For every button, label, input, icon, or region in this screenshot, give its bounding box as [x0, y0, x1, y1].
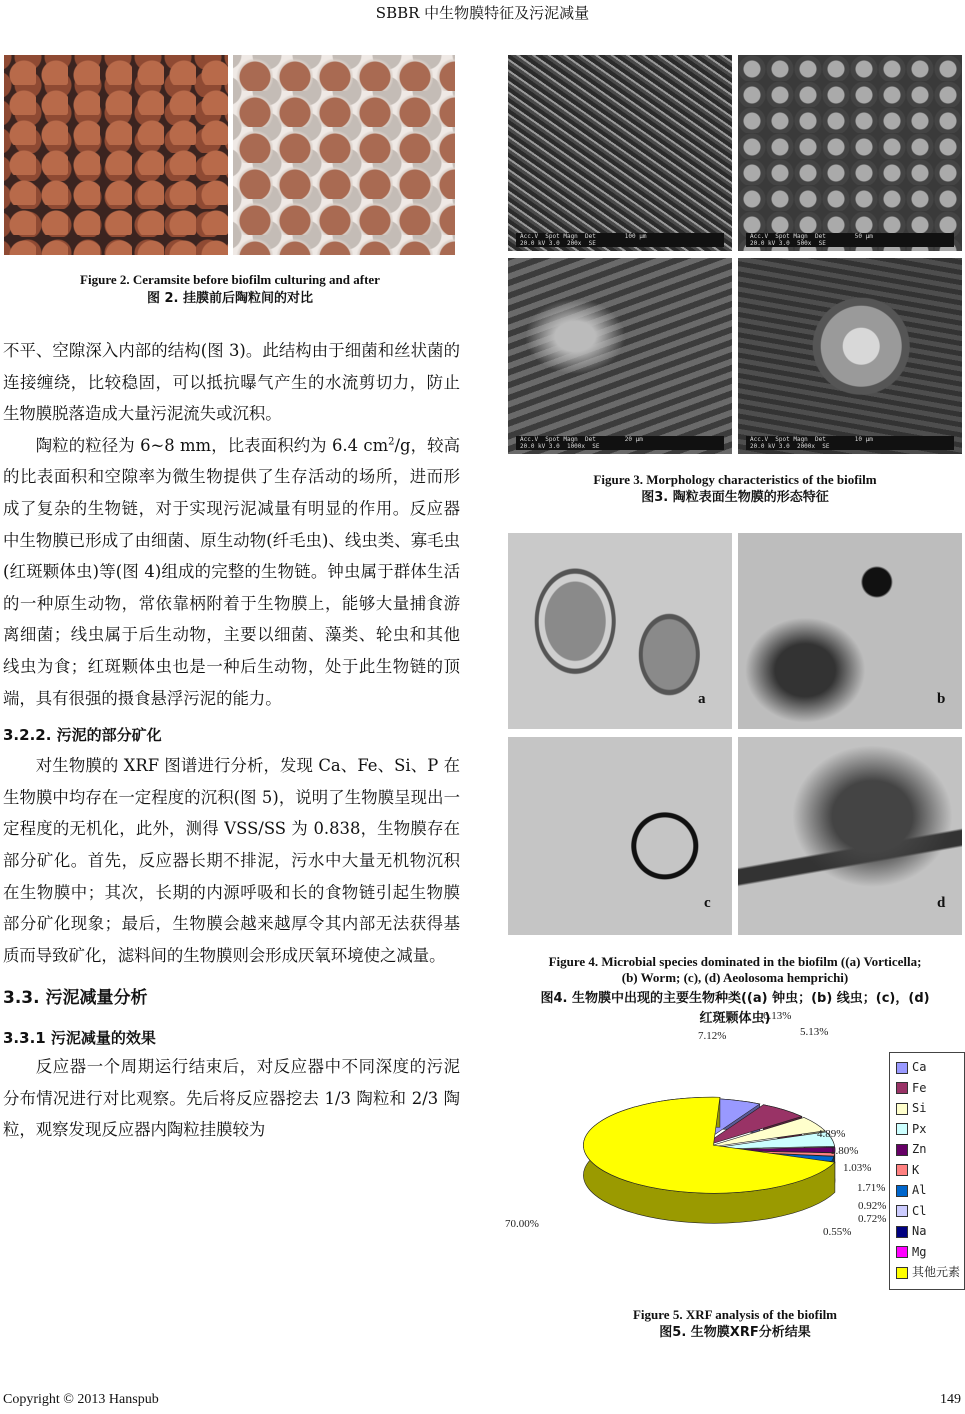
pie-label-Zn: 1.80%	[830, 1145, 859, 1157]
paragraph-4: 反应器一个周期运行结束后，对反应器中不同深度的污泥分布情况进行对比观察。先后将反应器挖去 1/3 陶粒和 2/3 陶粒，观察发现反应器内陶粒挂膜较为	[3, 1057, 460, 1140]
legend-item-Px	[896, 1121, 926, 1137]
legend-item-Al	[896, 1182, 926, 1198]
pie-label-K: 1.03%	[843, 1162, 872, 1174]
panel-letter-a: a	[698, 691, 706, 707]
sem-image-1000x	[508, 258, 732, 454]
legend-item-Mg	[896, 1244, 926, 1260]
legend-swatch	[896, 1226, 908, 1238]
panel-letter-c: c	[704, 895, 711, 911]
legend-swatch	[896, 1246, 908, 1258]
pie-label-Fe: 6.13%	[763, 1010, 792, 1022]
legend-swatch	[896, 1185, 908, 1197]
legend-swatch	[896, 1205, 908, 1217]
legend-label: Si	[912, 1101, 927, 1115]
paragraph-3: 对生物膜的 XRF 图谱进行分析，发现 Ca、Fe、Si、P 在生物膜中均存在一定程度的沉积(图 5)，说明了生物膜呈现出一定程度的无机化，此外，测得 VSS/SS 为 0.838，生物膜存在部分矿化。首先，反应器长期不排泥，污水中大量无机物沉积在生物膜中；其次，长期的内源呼吸和长的食物链引起生物膜部分矿化现象；最后，生物膜会越来越厚令其内部无法获得基质而导致矿化，滤料间的生物膜则会形成厌氧环境使之减量。	[3, 756, 460, 965]
section-heading-3-3: 3.3. 污泥减量分析	[3, 988, 148, 1009]
legend-label: Px	[912, 1121, 927, 1136]
micrograph-aeolosoma-d	[738, 737, 962, 935]
legend-item-其他元素	[896, 1264, 960, 1280]
legend-label: Zn	[912, 1142, 927, 1156]
sem-image-200x	[508, 55, 732, 251]
legend-item-Cl	[896, 1203, 926, 1219]
left-column-text	[3, 335, 460, 1146]
legend-item-Zn	[896, 1141, 926, 1157]
figure-2-caption-en: Figure 2. Ceramsite before biofilm culturing and after	[80, 272, 380, 287]
figure-4-caption-en-line2: (b) Worm; (c), (d) Aeolosoma hemprichi)	[621, 970, 849, 985]
sem-scalebar: Acc.V Spot Magn Det 20 μm 20.0 kV 3.0 1000x SE	[516, 436, 724, 450]
pie-label-Cl: 0.92%	[858, 1200, 887, 1212]
pie-label-Px: 4.89%	[817, 1128, 846, 1140]
legend-label: 其他元素	[912, 1265, 961, 1279]
pie-legend	[889, 1052, 965, 1290]
sem-image-500x	[738, 55, 962, 251]
figure-3-caption-zh: 图3. 陶粒表面生物膜的形态特征	[641, 490, 829, 505]
sem-scalebar: Acc.V Spot Magn Det 10 μm 20.0 kV 3.0 2000x SE	[746, 436, 954, 450]
legend-swatch	[896, 1123, 908, 1135]
figure-3-caption-en: Figure 3. Morphology characteristics of the biofilm	[593, 472, 877, 487]
page-number: 149	[940, 1392, 961, 1407]
figure-5-caption-en: Figure 5. XRF analysis of the biofilm	[632, 1307, 838, 1322]
legend-item-Ca	[896, 1059, 926, 1075]
figure-4-caption-en-line1: Figure 4. Microbial species dominated in the biofilm ((a) Vorticella;	[548, 954, 922, 969]
legend-item-Na	[896, 1223, 926, 1239]
figure-4-caption-zh-line2: 红斑颗体虫)	[699, 1011, 771, 1026]
legend-swatch	[896, 1082, 908, 1094]
panel-letter-b: b	[937, 691, 946, 707]
legend-swatch	[896, 1144, 908, 1156]
ceramsite-after-photo	[233, 55, 455, 255]
pie-label-Si: 5.13%	[800, 1026, 829, 1038]
pie-label-Na: 0.72%	[858, 1213, 887, 1225]
panel-letter-d: d	[937, 895, 946, 911]
pie-label-Mg: 0.55%	[823, 1226, 852, 1238]
legend-swatch	[896, 1062, 908, 1074]
section-heading-3-2-2: 3.2.2. 污泥的部分矿化	[3, 726, 162, 745]
legend-item-Fe	[896, 1080, 926, 1096]
pie-label-Ca: 7.12%	[698, 1030, 727, 1042]
pie-label-Al: 1.71%	[857, 1182, 886, 1194]
running-header: SBBR 中生物膜特征及污泥减量	[375, 4, 590, 22]
legend-label: K	[912, 1162, 920, 1177]
legend-label: Mg	[912, 1244, 927, 1259]
legend-item-K	[896, 1162, 919, 1178]
legend-label: Al	[912, 1183, 927, 1197]
micrograph-aeolosoma-c	[508, 737, 732, 935]
section-heading-3-3-1: 3.3.1 污泥减量的效果	[3, 1029, 156, 1048]
legend-label: Fe	[912, 1080, 927, 1095]
legend-swatch	[896, 1267, 908, 1279]
sem-scalebar: Acc.V Spot Magn Det 100 μm 20.0 kV 3.0 200x SE	[516, 233, 724, 247]
legend-swatch	[896, 1103, 908, 1115]
legend-label: Cl	[912, 1203, 927, 1218]
paragraph-1: 不平、空隙深入内部的结构(图 3)。此结构由于细菌和丝状菌的连接缠绕，比较稳固，可以抵抗曝气产生的水流剪切力，防止生物膜脱落造成大量污泥流失或沉积。	[3, 341, 460, 424]
sem-scalebar: Acc.V Spot Magn Det 50 μm 20.0 kV 3.0 500x SE	[746, 233, 954, 247]
legend-swatch	[896, 1164, 908, 1176]
legend-item-Si	[896, 1100, 926, 1116]
micrograph-worm	[738, 533, 962, 729]
pie-label-其他元素: 70.00%	[505, 1218, 539, 1230]
figure-2-caption-zh: 图 2. 挂膜前后陶粒间的对比	[146, 291, 314, 306]
legend-label: Ca	[912, 1060, 927, 1074]
copyright: Copyright © 2013 Hanspub	[3, 1392, 159, 1407]
figure-5-caption-zh: 图5. 生物膜XRF分析结果	[659, 1325, 811, 1340]
paragraph-2: 陶粒的粒径为 6~8 mm，比表面积约为 6.4 $cm^2/g$，较高的比表面积和空隙率为微生物提供了生存活动的场所，进而形成了复杂的生物链，对于实现污泥减量有明显的作用。反应器中生物膜已形成了由细菌、原生动物(纤毛虫)、线虫类、寡毛虫(红斑颗体虫)等(图 4)组成的完整的生物链。钟虫属于群体生活的一种原生动物，常依靠柄附着于生物膜上，能够大量捕食游离细菌；线虫属于后生动物，主要以细菌、藻类、轮虫和其他线虫为食；红斑颗体虫也是一种后生动物，处于此生物链的顶端，具有很强的摄食悬浮污泥的能力。	[3, 435, 460, 708]
legend-label: Na	[912, 1224, 927, 1238]
micrograph-vorticella	[508, 533, 732, 729]
sem-image-2000x	[738, 258, 962, 454]
ceramsite-before-photo	[4, 55, 228, 255]
figure-4-caption-zh-line1: 图4. 生物膜中出现的主要生物种类((a) 钟虫；(b) 线虫；(c)，(d)	[540, 991, 930, 1006]
